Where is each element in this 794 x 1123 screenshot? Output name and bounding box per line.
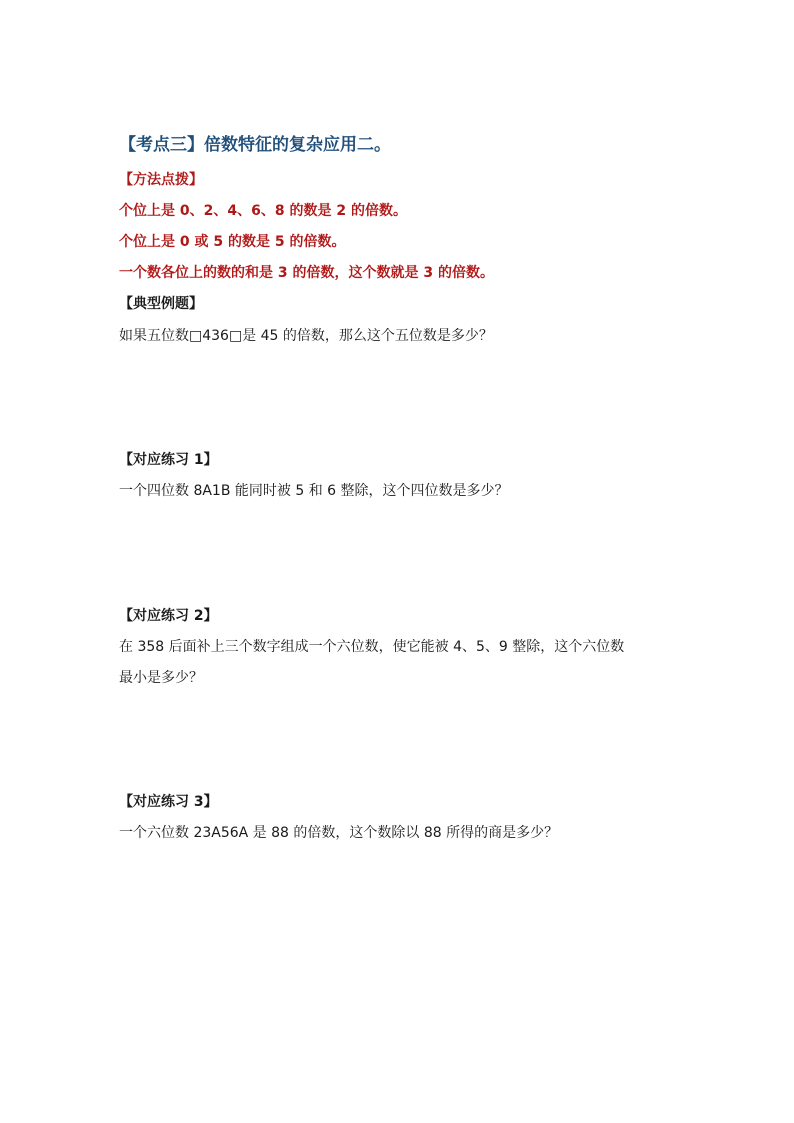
example-question: 如果五位数□436□是 45 的倍数，那么这个五位数是多少？ — [119, 328, 493, 344]
method-label: 【方法点拨】 — [119, 172, 203, 188]
practice-2-question-line-2: 最小是多少？ — [119, 670, 203, 686]
practice-3-label: 【对应练习 3】 — [119, 794, 218, 810]
example-label: 【典型例题】 — [119, 296, 203, 312]
practice-1-label: 【对应练习 1】 — [119, 452, 218, 468]
section-title: 【考点三】倍数特征的复杂应用二。 — [119, 135, 391, 155]
method-rule-1: 个位上是 0、2、4、6、8 的数是 2 的倍数。 — [119, 203, 407, 219]
method-rule-2: 个位上是 0 或 5 的数是 5 的倍数。 — [119, 234, 346, 250]
practice-3-question: 一个六位数 23A56A 是 88 的倍数，这个数除以 88 所得的商是多少？ — [119, 825, 559, 841]
method-rule-3: 一个数各位上的数的和是 3 的倍数，这个数就是 3 的倍数。 — [119, 265, 494, 281]
practice-2-question-line-1: 在 358 后面补上三个数字组成一个六位数，使它能被 4、5、9 整除，这个六位数 — [119, 639, 625, 655]
practice-2-label: 【对应练习 2】 — [119, 608, 218, 624]
practice-1-question: 一个四位数 8A1B 能同时被 5 和 6 整除，这个四位数是多少？ — [119, 483, 509, 499]
